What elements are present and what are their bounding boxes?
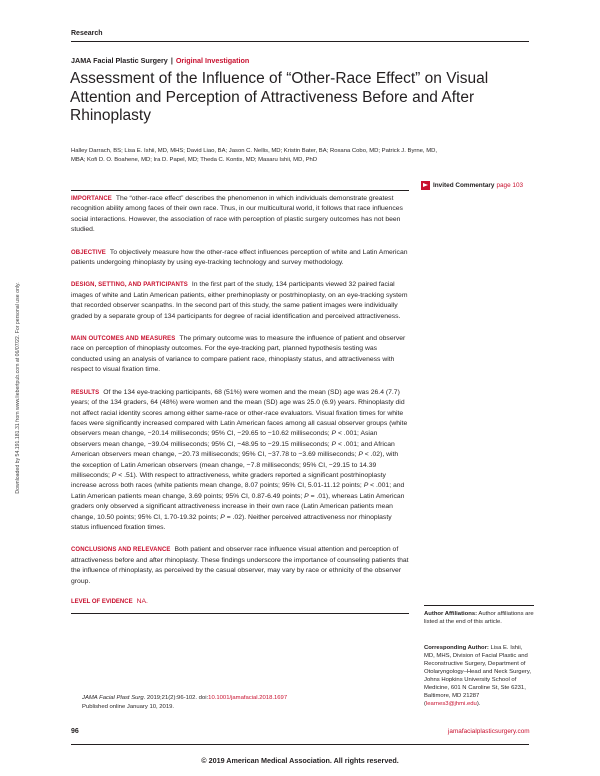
p-value-symbol: P [331,430,337,438]
results-text-8: = .02). Neither perceived attractiveness nor rhinoplasty status influenced fixation times. [71,513,392,531]
objective-heading: OBJECTIVE [71,249,106,256]
published-date: Published online January 10, 2019. [82,703,175,710]
copyright: © 2019 American Medical Association. All rights reserved. [201,756,399,765]
journal-header [71,56,249,65]
corresponding-author [424,644,534,708]
corresponding-end: ). [476,701,481,707]
citation-journal: JAMA Facial Plast Surg [82,695,144,701]
p-value-symbol: P [220,513,225,521]
abstract-design [71,280,409,322]
abstract-conclusions [71,545,409,587]
author-list: Halley Darrach, BS; Lisa E. Ishii, MD, MHS; David Liao, BA; Jason C. Nellis, MD; Kristin Bater, BA; Roxana Cobo, MD; Patrick J. Byrne, MD, MBA; Kofi D. O. Boahene, MD; Ira D. Papel, MD; Theda C. Kontis, MD; Masaru Ishii, MD, PhD [71,148,437,163]
conclusions-text: Both patient and observer race influence visual attention and perception of attractiveness before and after rhinoplasty. These findings underscore the importance of counseling patients that the influence of rhinoplasty, as perceived by the casual observer, may vary by race or ethnicity of the observer group. [71,546,409,585]
p-value-symbol: P [304,492,309,500]
affiliations-text: Author affiliations are listed at the end of this article. [424,611,534,625]
journal-name: JAMA Facial Plastic Surgery [71,56,168,65]
outcomes-text: The primary outcome was to measure the influence of patient and observer race on perception of rhinoplasty outcomes. For the eye-tracking part, planned hypothesis testing was conducted using an analysis of variance to compare patient race, rhinoplasty status, and attractiveness with respect to visual fixation time. [71,335,406,374]
citation [82,694,412,711]
p-value-symbol: P [358,451,363,459]
citation-details: . 2019;21(2):96-102. doi: [143,695,209,701]
results-text-4: < .02), with the exception of Latin American observers (mean change, −7.8 milliseconds; 95% CI, −29.15 to 14.39 milliseconds; [71,451,399,479]
abstract [71,190,409,614]
level-of-evidence [71,597,409,607]
article-title: Assessment of the Influence of “Other-Race Effect” on Visual Attention and Perception of Attractiveness Before and After Rhinoplasty [70,70,489,124]
importance-heading: IMPORTANCE [71,196,112,202]
results-text-1: Of the 134 eye-tracking participants, 68 (51%) were women and the mean (SD) age was 26.4 (7.7) years; of the 134 graders, 64 (48%) were women and the mean (SD) age was 25.0 (6.9) years. Rhinoplasty did not affect racial identity scores among either same-race or other-race evaluators. Visual fixation times for white faces were significantly increased compared with Latin American faces among all casual observer groups (white observers mean change, −20.14 milliseconds; 95% CI, −29.65 to −10.62 milliseconds; [71,388,408,438]
results-text-5: < .51). With respect to attractiveness, white graders reported a significant postrhinoplasty increase across both races (white patients mean change, 8.07 points; 95% CI, 5.01-11.12 points; [71,471,386,490]
p-value-symbol: P [331,440,337,448]
download-watermark: Downloaded by 54.191.181.31 from www.liebertpub.com at 06/07/22. For personal use only. [15,282,21,494]
page-number: 96 [71,728,79,735]
results-text-3: < .001; and African American observers mean change, −20.73 milliseconds; 95% CI, −37.78 to −3.69 milliseconds; [71,440,395,459]
corresponding-heading: Corresponding Author: [424,645,489,651]
sidebar-rule [424,605,534,606]
design-text: In the first part of the study, 134 participants viewed 32 paired facial images of white and Latin American patients, either prerhinoplasty or postrhinoplasty, on an eye-tracking system that recorded observer scanpaths. In the second part of this study, the same patient images were individually graded by a separate group of 134 participants for degree of racial identification and perceived attractiveness. [71,281,408,320]
loe-value: NA. [136,598,148,605]
p-value-symbol: P [363,482,369,490]
invited-commentary-label: Invited Commentary [433,182,495,189]
outcomes-heading: MAIN OUTCOMES AND MEASURES [71,336,176,343]
abstract-results [71,388,409,534]
affiliations-heading: Author Affiliations: [424,611,478,617]
importance-text: The “other-race effect” describes the phenomenon in which individuals demonstrate greatest recognition ability among faces of their own race. Thus, in our multicultural world, it follows that race influences social interactions. However, the association of race with perception of plastic surgery outcomes has not been studied. [71,195,403,234]
abstract-importance [71,194,409,236]
doi-link[interactable]: 10.1001/jamafacial.2018.1697 [208,695,288,701]
section-label: Research [71,30,103,37]
invited-commentary-page[interactable]: page 103 [496,182,524,189]
article-type: Original Investigation [175,56,250,65]
results-text-2: < .001; Asian observers mean change, −39.04 milliseconds; 95% CI, −48.95 to −29.15 milliseconds; [71,430,378,448]
top-rule [71,41,529,42]
invited-commentary-link[interactable] [421,181,523,190]
design-heading: DESIGN, SETTING, AND PARTICIPANTS [71,282,188,289]
loe-heading: LEVEL OF EVIDENCE [71,599,133,605]
header-separator: | [170,56,173,65]
results-heading: RESULTS [71,389,100,396]
bottom-rule [71,744,529,745]
corresponding-email[interactable]: learnes3@jhmi.edu [425,701,477,707]
author-affiliations [424,610,534,626]
abstract-outcomes [71,334,409,376]
objective-text: To objectively measure how the other-race effect influences perception of white and Latin American patients undergoing rhinoplasty by using eye-tracking technology and survey methodology. [71,248,408,267]
results-text-7: = .01), whereas Latin American graders only observed a significant attractiveness increase in their own race (Latin American patients mean change, 10.50 points; 95% CI, 1.70-19.32 points; [71,492,405,521]
abstract-objective [71,248,409,269]
journal-website[interactable]: jamafacialplasticsurgery.com [448,728,530,735]
p-value-symbol: P [111,471,117,479]
arrow-right-icon [421,181,430,190]
conclusions-heading: CONCLUSIONS AND RELEVANCE [71,547,171,554]
results-text-6: < .001; and Latin American patients mean change, 3.69 points; 95% CI, 0.87-6.49 points; [71,482,405,500]
corresponding-text: Lisa E. Ishii, MD, MHS, Division of Facial Plastic and Reconstructive Surgery, Department of Otolaryngology–Head and Neck Surgery, Johns Hopkins University School of Medicine, 601 N Caroline St, Ste 6231, Baltimore, MD 21287 ( [424,645,531,707]
citation-line [82,694,412,703]
